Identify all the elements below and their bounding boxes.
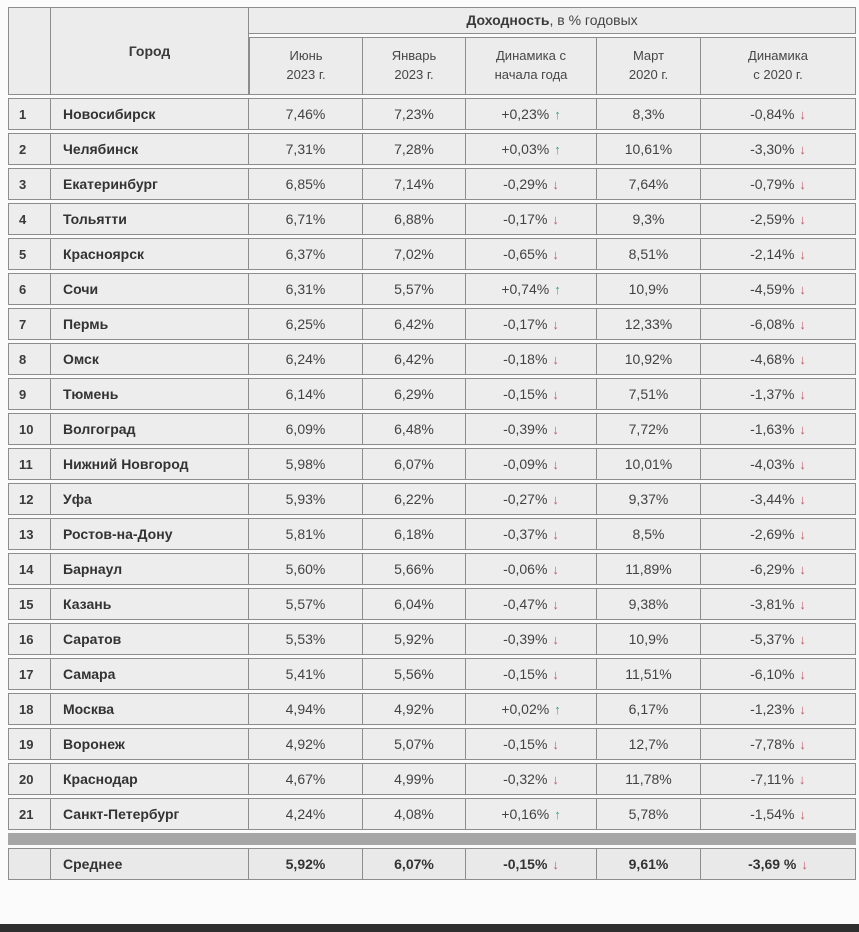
group-header-yield-units: , в % годовых [549, 12, 638, 29]
group-header-yield [249, 7, 856, 34]
yield-jan-2023: 5,92% [363, 623, 466, 655]
ytd-change-value: -0,15% [503, 386, 548, 402]
down-arrow-icon: ↓ [552, 667, 559, 682]
yield-jun-2023: 4,24% [249, 798, 363, 830]
yield-mar-2020: 7,64% [597, 168, 701, 200]
city-name: Санкт-Петербург [51, 798, 249, 830]
yield-jan-2023: 4,99% [363, 763, 466, 795]
since-2020-change-value: -0,79% [750, 176, 795, 192]
row-number: 13 [8, 518, 51, 550]
down-arrow-icon: ↓ [799, 807, 806, 822]
group-header-yield-bold: Доходность [466, 12, 550, 29]
column-header-line: Март [632, 48, 665, 64]
table-row [8, 728, 856, 760]
city-name: Волгоград [51, 413, 249, 445]
since-2020-change [701, 518, 856, 550]
row-number: 5 [8, 238, 51, 270]
ytd-change-value: -0,65% [503, 246, 548, 262]
yield-mar-2020: 10,01% [597, 448, 701, 480]
down-arrow-icon: ↓ [552, 857, 559, 872]
city-name: Новосибирск [51, 98, 249, 130]
city-name: Казань [51, 588, 249, 620]
row-number: 14 [8, 553, 51, 585]
table-row [8, 168, 856, 200]
yield-jan-2023: 7,14% [363, 168, 466, 200]
ytd-change-value: +0,03% [501, 141, 550, 157]
yield-jan-2023: 6,04% [363, 588, 466, 620]
table-row [8, 98, 856, 130]
ytd-change [466, 378, 597, 410]
yield-jun-2023: 5,53% [249, 623, 363, 655]
since-2020-change-value: -7,11% [750, 771, 794, 787]
column-header-city: Город [51, 7, 249, 95]
table-row [8, 273, 856, 305]
since-2020-change-value: -4,59% [750, 281, 795, 297]
down-arrow-icon: ↓ [799, 142, 806, 157]
ytd-change-value: -0,39% [503, 631, 548, 647]
ytd-change [466, 623, 597, 655]
yield-jun-2023: 6,37% [249, 238, 363, 270]
since-2020-change [701, 483, 856, 515]
column-header-line: начала года [494, 66, 568, 82]
table-row [8, 553, 856, 585]
yield-jun-2023: 7,31% [249, 133, 363, 165]
ytd-change-value: -0,47% [503, 596, 548, 612]
row-number: 12 [8, 483, 51, 515]
ytd-change-value: +0,02% [501, 701, 550, 717]
down-arrow-icon: ↓ [799, 387, 806, 402]
since-2020-change-value: -1,37% [750, 386, 795, 402]
down-arrow-icon: ↓ [552, 317, 559, 332]
table-row [8, 763, 856, 795]
row-number: 7 [8, 308, 51, 340]
since-2020-change-value: -1,23% [750, 701, 795, 717]
city-name: Пермь [51, 308, 249, 340]
bottom-strip [0, 924, 859, 932]
down-arrow-icon: ↓ [799, 212, 806, 227]
yield-jun-2023: 4,92% [249, 728, 363, 760]
down-arrow-icon: ↓ [799, 352, 806, 367]
ytd-change [466, 483, 597, 515]
yield-jan-2023: 6,18% [363, 518, 466, 550]
yield-mar-2020: 9,37% [597, 483, 701, 515]
row-number: 20 [8, 763, 51, 795]
yield-jun-2023: 6,25% [249, 308, 363, 340]
table-row [8, 483, 856, 515]
yield-mar-2020: 8,5% [597, 518, 701, 550]
row-number: 16 [8, 623, 51, 655]
ytd-change-value: -0,27% [503, 491, 548, 507]
yield-jan-2023: 6,48% [363, 413, 466, 445]
up-arrow-icon: ↑ [554, 807, 561, 822]
average-ytd-change [466, 848, 597, 880]
yield-jan-2023: 7,28% [363, 133, 466, 165]
down-arrow-icon: ↓ [799, 422, 806, 437]
since-2020-change [701, 553, 856, 585]
down-arrow-icon: ↓ [799, 247, 806, 262]
ytd-change-value: -0,15% [503, 736, 548, 752]
average-label: Среднее [51, 848, 249, 880]
down-arrow-icon: ↓ [799, 562, 806, 577]
row-number: 8 [8, 343, 51, 375]
yield-jun-2023: 5,41% [249, 658, 363, 690]
yield-mar-2020: 5,78% [597, 798, 701, 830]
since-2020-change-value: -1,63% [750, 421, 795, 437]
yield-mar-2020: 9,38% [597, 588, 701, 620]
column-header-line: Январь [391, 48, 437, 64]
since-2020-change [701, 343, 856, 375]
ytd-change [466, 553, 597, 585]
average-mar-2020: 9,61% [597, 848, 701, 880]
yield-jun-2023: 6,71% [249, 203, 363, 235]
column-header-line: 2023 г. [286, 66, 326, 82]
down-arrow-icon: ↓ [799, 107, 806, 122]
row-number: 19 [8, 728, 51, 760]
since-2020-change [701, 133, 856, 165]
column-header-since-2020-change [701, 37, 856, 95]
down-arrow-icon: ↓ [799, 177, 806, 192]
since-2020-change [701, 378, 856, 410]
row-number: 2 [8, 133, 51, 165]
down-arrow-icon: ↓ [552, 352, 559, 367]
table-row [8, 798, 856, 830]
rental-yield-table [8, 4, 856, 883]
yield-jun-2023: 6,24% [249, 343, 363, 375]
city-name: Самара [51, 658, 249, 690]
since-2020-change-value: -3,44% [750, 491, 795, 507]
row-number: 6 [8, 273, 51, 305]
yield-jun-2023: 5,93% [249, 483, 363, 515]
ytd-change-value: -0,29% [503, 176, 548, 192]
city-name: Уфа [51, 483, 249, 515]
ytd-change [466, 238, 597, 270]
table-row [8, 693, 856, 725]
ytd-change-value: -0,09% [503, 456, 548, 472]
column-header-ytd-change [466, 37, 597, 95]
yield-jun-2023: 6,14% [249, 378, 363, 410]
city-name: Воронеж [51, 728, 249, 760]
table-row [8, 413, 856, 445]
down-arrow-icon: ↓ [799, 317, 806, 332]
row-number: 21 [8, 798, 51, 830]
ytd-change-value: -0,06% [503, 561, 548, 577]
ytd-change [466, 98, 597, 130]
since-2020-change-value: -2,59% [750, 211, 795, 227]
separator-band [8, 833, 856, 845]
ytd-change-value: -0,32% [503, 771, 548, 787]
since-2020-change-value: -6,10% [750, 666, 795, 682]
yield-jun-2023: 6,09% [249, 413, 363, 445]
yield-jan-2023: 5,57% [363, 273, 466, 305]
yield-jan-2023: 7,02% [363, 238, 466, 270]
yield-jan-2023: 5,07% [363, 728, 466, 760]
row-number: 17 [8, 658, 51, 690]
since-2020-change [701, 203, 856, 235]
yield-jun-2023: 7,46% [249, 98, 363, 130]
down-arrow-icon: ↓ [801, 857, 808, 872]
yield-jan-2023: 4,92% [363, 693, 466, 725]
yield-mar-2020: 11,78% [597, 763, 701, 795]
ytd-change [466, 273, 597, 305]
yield-jan-2023: 6,42% [363, 343, 466, 375]
ytd-change [466, 728, 597, 760]
ytd-change-value: -0,39% [503, 421, 548, 437]
down-arrow-icon: ↓ [552, 562, 559, 577]
since-2020-change [701, 728, 856, 760]
down-arrow-icon: ↓ [799, 282, 806, 297]
down-arrow-icon: ↓ [799, 527, 806, 542]
table-row [8, 133, 856, 165]
row-number: 11 [8, 448, 51, 480]
average-jun-2023: 5,92% [249, 848, 363, 880]
row-number: 3 [8, 168, 51, 200]
since-2020-change-value: -4,03% [750, 456, 795, 472]
yield-mar-2020: 7,72% [597, 413, 701, 445]
row-number [8, 848, 51, 880]
table-row [8, 623, 856, 655]
city-name: Омск [51, 343, 249, 375]
since-2020-change-value: -0,84% [750, 106, 795, 122]
city-name: Барнаул [51, 553, 249, 585]
table-row [8, 378, 856, 410]
city-name: Сочи [51, 273, 249, 305]
since-2020-change-value: -5,37% [750, 631, 795, 647]
ytd-change [466, 308, 597, 340]
table-row [8, 238, 856, 270]
down-arrow-icon: ↓ [552, 772, 559, 787]
yield-mar-2020: 10,9% [597, 623, 701, 655]
city-name: Красноярск [51, 238, 249, 270]
since-2020-change [701, 798, 856, 830]
down-arrow-icon: ↓ [552, 457, 559, 472]
ytd-change-value: -0,17% [503, 316, 548, 332]
since-2020-change-value: -2,14% [750, 246, 795, 262]
since-2020-change-value: -3,81% [750, 596, 795, 612]
column-header-mar-2020 [597, 37, 701, 95]
yield-jun-2023: 5,98% [249, 448, 363, 480]
down-arrow-icon: ↓ [552, 492, 559, 507]
yield-jan-2023: 7,23% [363, 98, 466, 130]
down-arrow-icon: ↓ [798, 772, 806, 787]
ytd-change [466, 133, 597, 165]
ytd-change-value: -0,37% [503, 526, 548, 542]
table-row [8, 343, 856, 375]
ytd-change [466, 798, 597, 830]
since-2020-change-value: -2,69% [750, 526, 795, 542]
down-arrow-icon: ↓ [552, 422, 559, 437]
row-number: 1 [8, 98, 51, 130]
yield-jan-2023: 6,42% [363, 308, 466, 340]
column-header-jan-2023 [363, 37, 466, 95]
since-2020-change [701, 273, 856, 305]
yield-jun-2023: 5,57% [249, 588, 363, 620]
column-header-line: Динамика с [496, 48, 566, 64]
ytd-change-value: +0,16% [501, 806, 550, 822]
column-header-line: с 2020 г. [753, 66, 803, 82]
since-2020-change-value: -6,29% [750, 561, 795, 577]
row-number: 9 [8, 378, 51, 410]
ytd-change [466, 413, 597, 445]
yield-mar-2020: 7,51% [597, 378, 701, 410]
ytd-change-value: -0,17% [503, 211, 548, 227]
table-row [8, 588, 856, 620]
column-header-rank [8, 7, 51, 95]
table-body [8, 98, 856, 830]
city-name: Екатеринбург [51, 168, 249, 200]
since-2020-change [701, 623, 856, 655]
yield-mar-2020: 10,61% [597, 133, 701, 165]
down-arrow-icon: ↓ [799, 492, 806, 507]
ytd-change [466, 203, 597, 235]
up-arrow-icon: ↑ [554, 107, 561, 122]
down-arrow-icon: ↓ [799, 737, 806, 752]
up-arrow-icon: ↑ [554, 142, 561, 157]
yield-jan-2023: 5,56% [363, 658, 466, 690]
up-arrow-icon: ↑ [554, 282, 561, 297]
down-arrow-icon: ↓ [799, 702, 806, 717]
table-row [8, 658, 856, 690]
down-arrow-icon: ↓ [799, 597, 806, 612]
column-header-jun-2023 [249, 37, 363, 95]
down-arrow-icon: ↓ [552, 527, 559, 542]
city-name: Тольятти [51, 203, 249, 235]
yield-jan-2023: 4,08% [363, 798, 466, 830]
ytd-change [466, 448, 597, 480]
yield-jan-2023: 6,88% [363, 203, 466, 235]
yield-jan-2023: 6,22% [363, 483, 466, 515]
since-2020-change [701, 763, 856, 795]
ytd-change-value: -0,15% [503, 666, 548, 682]
city-name: Челябинск [51, 133, 249, 165]
since-2020-change-value: -1,54% [750, 806, 795, 822]
city-name: Краснодар [51, 763, 249, 795]
since-2020-change-value: -7,78% [750, 736, 795, 752]
yield-jan-2023: 5,66% [363, 553, 466, 585]
table-row [8, 203, 856, 235]
since-2020-change-value: -4,68% [750, 351, 795, 367]
ytd-change-value: -0,18% [503, 351, 548, 367]
yield-mar-2020: 12,7% [597, 728, 701, 760]
down-arrow-icon: ↓ [552, 597, 559, 612]
down-arrow-icon: ↓ [799, 667, 806, 682]
ytd-change [466, 588, 597, 620]
since-2020-change [701, 693, 856, 725]
column-header-line: Динамика [748, 48, 808, 64]
table-footer [8, 833, 856, 880]
column-header-line: Июнь [289, 48, 323, 64]
city-name: Тюмень [51, 378, 249, 410]
down-arrow-icon: ↓ [552, 247, 559, 262]
yield-jun-2023: 4,67% [249, 763, 363, 795]
ytd-change [466, 168, 597, 200]
yield-jun-2023: 5,81% [249, 518, 363, 550]
since-2020-change [701, 448, 856, 480]
average-jan-2023: 6,07% [363, 848, 466, 880]
down-arrow-icon: ↓ [552, 212, 559, 227]
yield-mar-2020: 8,51% [597, 238, 701, 270]
ytd-change [466, 518, 597, 550]
row-number: 18 [8, 693, 51, 725]
row-number: 15 [8, 588, 51, 620]
yield-jun-2023: 6,85% [249, 168, 363, 200]
ytd-change [466, 658, 597, 690]
down-arrow-icon: ↓ [552, 387, 559, 402]
yield-mar-2020: 8,3% [597, 98, 701, 130]
city-name: Москва [51, 693, 249, 725]
city-name: Саратов [51, 623, 249, 655]
down-arrow-icon: ↓ [552, 737, 559, 752]
since-2020-change [701, 238, 856, 270]
yield-mar-2020: 10,92% [597, 343, 701, 375]
down-arrow-icon: ↓ [552, 177, 559, 192]
ytd-change-value: +0,74% [501, 281, 550, 297]
since-2020-change [701, 588, 856, 620]
table-row [8, 308, 856, 340]
row-number: 10 [8, 413, 51, 445]
average-ytd-value: -0,15% [503, 856, 548, 872]
column-header-line: 2020 г. [628, 66, 669, 82]
yield-mar-2020: 10,9% [597, 273, 701, 305]
since-2020-change [701, 168, 856, 200]
yield-jan-2023: 6,07% [363, 448, 466, 480]
yield-jun-2023: 5,60% [249, 553, 363, 585]
ytd-change-value: +0,23% [501, 106, 550, 122]
yield-jan-2023: 6,29% [363, 378, 466, 410]
average-since-2020-change [701, 848, 856, 880]
average-row [8, 848, 856, 880]
column-header-line: 2023 г. [394, 66, 434, 82]
yield-mar-2020: 12,33% [597, 308, 701, 340]
since-2020-change-value: -6,08% [750, 316, 795, 332]
ytd-change [466, 763, 597, 795]
since-2020-change [701, 658, 856, 690]
yield-mar-2020: 11,51% [597, 658, 701, 690]
down-arrow-icon: ↓ [552, 632, 559, 647]
up-arrow-icon: ↑ [554, 702, 561, 717]
table-header [8, 7, 856, 95]
since-2020-change [701, 98, 856, 130]
table-row [8, 448, 856, 480]
yield-mar-2020: 11,89% [597, 553, 701, 585]
row-number: 4 [8, 203, 51, 235]
table-row [8, 518, 856, 550]
yield-jun-2023: 4,94% [249, 693, 363, 725]
since-2020-change-value: -3,30% [750, 141, 795, 157]
yield-mar-2020: 9,3% [597, 203, 701, 235]
since-2020-change [701, 308, 856, 340]
down-arrow-icon: ↓ [799, 457, 806, 472]
down-arrow-icon: ↓ [799, 632, 806, 647]
city-name: Ростов-на-Дону [51, 518, 249, 550]
city-name: Нижний Новгород [51, 448, 249, 480]
yield-jun-2023: 6,31% [249, 273, 363, 305]
ytd-change [466, 693, 597, 725]
since-2020-change [701, 413, 856, 445]
yield-mar-2020: 6,17% [597, 693, 701, 725]
average-since-2020-value: -3,69 % [748, 856, 797, 872]
ytd-change [466, 343, 597, 375]
